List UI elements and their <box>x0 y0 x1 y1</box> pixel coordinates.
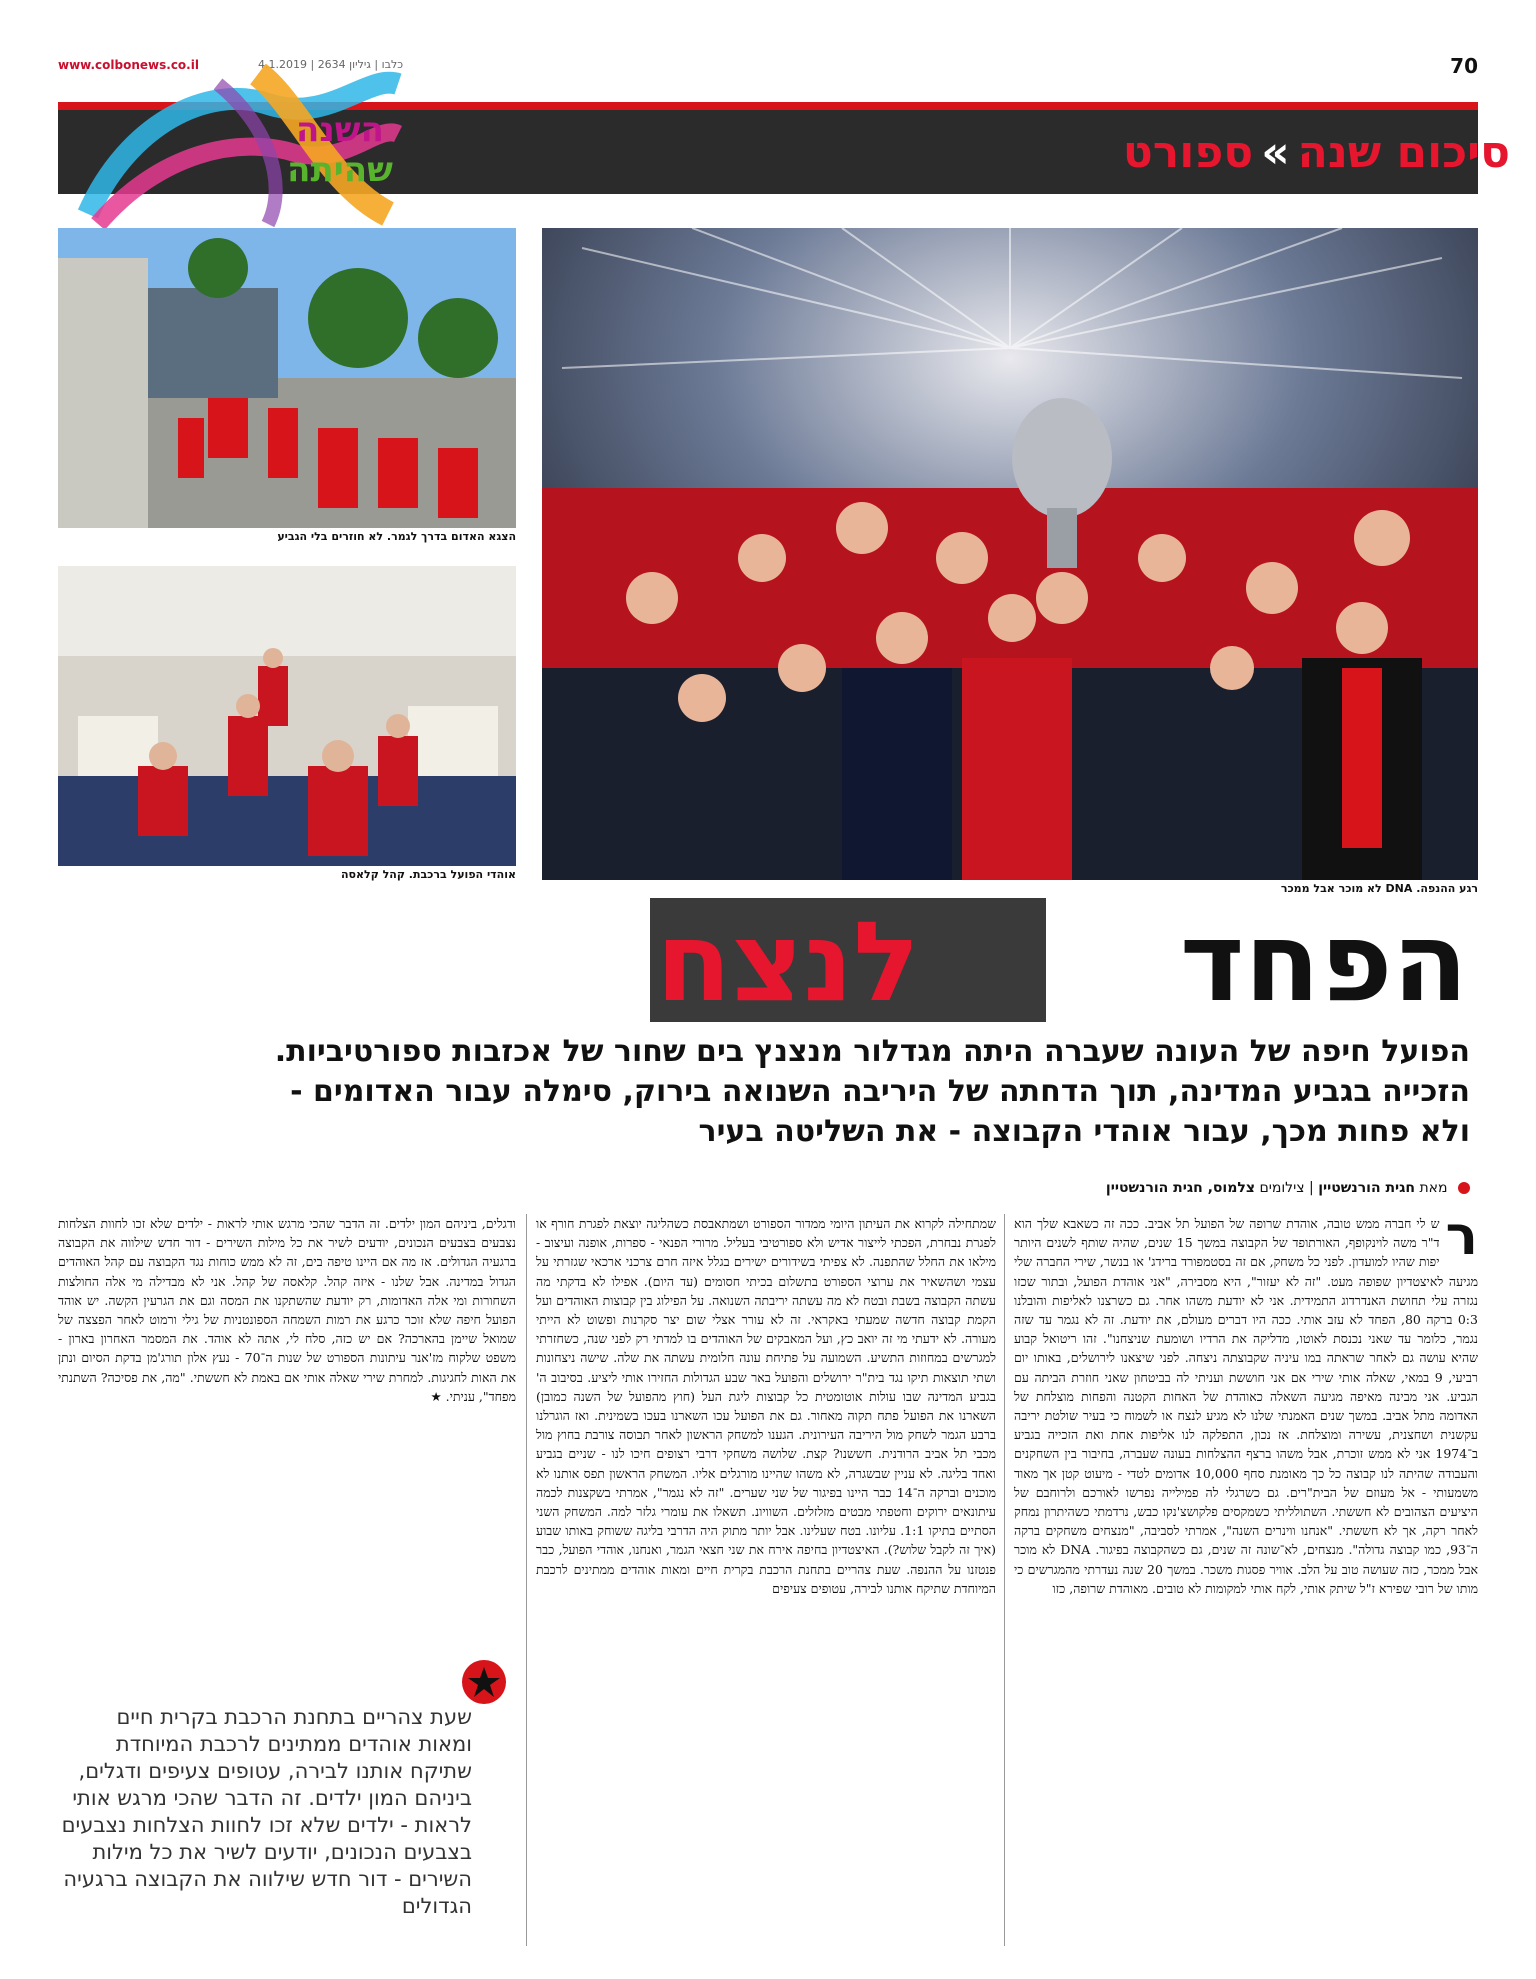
article-column-3 <box>58 1214 516 1634</box>
issue-meta: כלבו | גיליון 2634 | 4.1.2019 <box>258 58 404 71</box>
byline-bullet-icon <box>1458 1182 1470 1194</box>
trophy-celebration-image <box>542 228 1478 880</box>
star-icon <box>462 1660 506 1704</box>
logo-line1: השנה <box>296 110 384 150</box>
main-photo-caption: רגע ההנפה. DNA לא מוכר אבל ממכר <box>1168 882 1478 898</box>
article-dropcap: ר <box>1445 1214 1478 1267</box>
article-column-1-text: ש לי חברה ממש טובה, אוהדת שרופה של הפועל תל אביב. ככה זה כשאבא שלך הוא ד"ר משה לוינקופף, האורתופד של הקבוצה במשך 15 שנים, שהיה שותף לשנים היותר יפות שהיו למועדון. לפני כל משחק, אם זה בסטמפורד ברידג' או בנשר, שירי החברה שלי מגיעה לאיצטדיון שפופה מעט. "זה לא יעזור", היא מסבירה, "אני אוהדת הפועל, ובתור שכזו נגזרה עלי תחושת האנדרדוג התמידית. אני לא יודעת משהו אחר. גם כשרצנו לאליפות והובלנו 0:3 ברקה 80, הפחד לא עזב אותי. ככה היו דברים מעולם, את יודעת. זה לא נגמר עד שזה נגמר, כלומר עד שאני נכנסת לאוטו, מדליקה את הרדיו ושומעת שניצחנו". זהו ריטואל קבוע שהיא עושה גם לאחר שראתה במו עיניה שקבוצתה ניצחה. לפני שיצאנו לירושלים, באותו יום רביעי, 9 במאי, שאלה אותי שירי אם אני חוששת ועניתי לה בביטחון שאני חוזרת הביתה עם הגביע. אני מבינה מאיפה מגיעה השאלה כאוהדת של האחות הקטנה והפחות מוצלחת של האדומה מתל אביב. במשך שנים האמנתי שלנו לא מגיע לנצח או לשמוח כי בעיר שולטת יריבה עקשנית ושחצנית, עשירה ומוצלחת. אז נכון, התפלקה לנו אליפות אחת ואת הזכייה בגביע ב־1974 אני לא ממש זוכרת, אבל משהו ברצף ההצלחות בעונה שעברה, בחיבור בין השחקנים והעבודה שהיתה לנו קבוצה כל כך מאומנת סחף 10,000 אדומים לטדי - מיעוט קטן אך מאוד משמעותי - אל מעוזם של הבית"רים. גם כשרגלי לה פמילייה נפרשו לאורכם ולרוחבם של היציעים הצהובים לא חששתי. השתולליתי כשמקסים פלקושצ'נקו כבש, נרדמתי כשהיתרון נמחק לאחר רקה, אך לא חששתי. "אנחנו ווינרים השנה", אמרתי לסביבה, "מנצחים משחקים ברקה ה־93, כמו קבוצה גדולה". מנצחים, לא־שונה זה שנים, גם כשהקבוצה בפיגור. DNA לא מוכר אבל ממכר, כזה שעושה טוב על הלב. אוויר פסגות משכר. במשך 20 שנה נעדרתי מהמגרשים כי מותו של רובי שפירא ז"ל שיתק אותי, לקח אותי למקומות לא טובים. מאוהדת שרופה, כזו <box>1014 1216 1478 1596</box>
article-column-2 <box>536 1214 996 1946</box>
logo-line2: שהיתה <box>287 150 393 190</box>
top-left-photo-caption: הצגא האדום בדרך לגמר. לא חוזרים בלי הגביע <box>58 530 516 546</box>
train-fans-image <box>58 566 516 866</box>
logo-text <box>250 110 430 190</box>
byline-divider: | <box>1304 1180 1314 1196</box>
section-separator: » <box>1261 127 1290 178</box>
page-number: 70 <box>1450 54 1478 78</box>
subheadline: הפועל חיפה של העונה שעברה היתה מגדלור מנצנץ בים שחור של אכזבות ספורטיביות. הזכייה בגביע המדינה, תוך הדחתה של היריבה השנואה בירוק, סימלה עבור האדומים - ולא פחות מכך, עבור אוהדי הקבוצה - את השליטה בעיר <box>274 1034 1470 1149</box>
byline-photographers: צלמוס, חגית הורנשטיין <box>1105 1180 1255 1196</box>
article-column-3-text: ודגלים, ביניהם המון ילדים. זה הדבר שהכי מרגש אותי לראות - ילדים שלא זכו לחוות הצלחות נצבעים בצבעים הנכונים, יודעים לשיר את כל מילות השירים - דור חדש שילווה את הקבוצה ברגעיה הגדולים. אז מה אם היינו טיפה בים, זה לא ממש כוחות נגד הקבוצה עם קהל האוהדים הגדול במדינה. אבל שלנו - איזה קהל. קלאסה של קהל. אני לא מבדילה מי אלה החולצות השחורות ומי אלה האדומות, רק יודעת שהשתקנו את המסה וגם את הגרעין הקשה. יש אוהד הפועל חיפה שלא זוכר כרגע את רמות השמחה הספונטניות של גילי ורמוט לאחר הפצצה של שמואל שיימן בהארכה? אם יש כזה, סלח לי, אתה לא אוהד. את המסמר האחרון בארון - משפט שלקוח מז'אנר עיתונות הספורט של שנות ה־70 - נעץ אלון תורג'מן בדקת הסיום ונתן את האות לחגיגות. למחרת שירי שאלה אותי אם באמת לא חששתי. "מה, את פסיכה? השתנתי מפחד", עניתי. <box>58 1216 516 1404</box>
article-column-2-text: שמתחילה לקרוא את העיתון היומי ממדור הספורט ושמתאבסת כשהליגה יוצאת לפגרת חורף או לפגרת נבחרת, הפכתי לייצור אדיש ולא ספורטיבי בעליל. מרורי הפנאי - ספרות, אופנה ועיצוב - מילאו את החלל שהתפנה. לא צפיתי בשידורים ישירים בגלל איזה חרם צרכני ארכאי שגזרתי על עצמי ושהשאיר את ערוצי הספורט בתשלום בכיתי חסומים (עד היום). אפילו לא בדקתי מה עשתה הקבוצה בשבת ובטח לא מה עשתה יריבתה השנואה. על הפילוג בין קבוצות האוהדים ועל הקמת קבוצה חדשה שמעתי באקראי. זה לא עורר אצלי שום יצר סקרנות ופשוט לא הייתי מעורה. לא ידעתי מי זה יואב כץ, ועל המאבקים של האוהדים בו למדתי רק לפני שנה, כשחזרתי למגרשים במחוזות התשיע. השמועה על פתיחת עונה חלומית עשתה את שלה. שישה ניצחונות ושתי תוצאות תיקו נגד בית"ר ירושלים והפועל באר שבע הגדולות החזירו אותי ליציע. בסיבוב ה' בגביע המדינה שבו עולות אוטומטית כל קבוצות ליגת העל (חוץ מהפועל של השנה כמובן) השארנו את הפועל פתח תקוה מאחור. גם את הפועל עכו השארנו בעכו בשמינית. ואז הוגרלנו ברבע הגמר לשחק מול היריבה העירונית. הגענו למשחק הראשון לאחר תבוסה צורבת בחוץ מול מכבי תל אביב הרודנית. חששנו? קצת. שלושה משחקי דרבי רצופים חיכו לנו - שניים בגביע ואחד בליגה. לא עניין שבשגרה, לא משהו שהיינו מורגלים אליו. המשחק הראשון תפס אותנו לא מוכנים וברקה ה־14 כבר היינו בפיגור של שני שערים. "זה לא נגמר", אמרתי בשקצנות לכמה עיתונאים ירוקים וחטפתי מבטים מזלזלים. השוויונ. תשאלו את עומרי גלזר למה. המשחק השני הסתיים בתיקו 1:1. עליונו. בטח שעלינו. אבל יותר מתוק היה הדרבי בליגה ששוחק באותו שבוע (איך זה לקבל שלוש?). האיצטדיון בחיפה אירח את שני חצאי הגמר, ואנחנו, אוהדי הפועל, כבר פנטזנו על ההנפה. שעת צהריים בתחנת הרכבת בקרית חיים ומאות אוהדים ממתינים לרכבת המיוחדת שתיקח אותנו לבירה, עטופים צעיפים <box>536 1216 996 1596</box>
byline <box>700 1180 1470 1196</box>
byline-author: חגית הורנשטיין <box>1318 1180 1416 1196</box>
section-title-word2: ספורט <box>1122 127 1254 178</box>
column-divider-2 <box>526 1214 527 1946</box>
headline-part2: לנצח <box>656 898 920 1026</box>
main-photo <box>542 228 1478 880</box>
headline <box>650 898 1468 1026</box>
column-divider-1 <box>1004 1214 1005 1946</box>
article-column-1 <box>1014 1214 1478 1946</box>
byline-photos-label: צילומים <box>1259 1180 1305 1196</box>
headline-part1: הפחד <box>1179 898 1468 1026</box>
station-fans-image <box>58 228 516 528</box>
pull-quote: שעת צהריים בתחנת הרכבת בקרית חיים ומאות אוהדים ממתינים לרכבת המיוחדת שתיקח אותנו לבירה, עטופים צעיפים ודגלים, ביניהם המון ילדים. זה הדבר שהכי מרגש אותי לראות - ילדים שלא זכו לחוות הצלחות נצבעים בצבעים הנכונים, יודעים לשיר את כל מילות השירים - דור חדש שילווה את הקבוצה ברגעיה הגדולים <box>61 1705 472 1918</box>
bottom-left-photo <box>58 566 516 866</box>
section-title <box>1123 118 1510 188</box>
site-url[interactable]: www.colbonews.co.il <box>58 58 199 72</box>
top-left-photo <box>58 228 516 528</box>
section-title-word1: סיכום שנה <box>1297 127 1510 178</box>
bottom-left-photo-caption: אוהדי הפועל ברכבת. קהל קלאסה <box>58 868 516 884</box>
end-star-icon: ★ <box>430 1388 442 1404</box>
byline-prefix: מאת <box>1419 1180 1448 1196</box>
